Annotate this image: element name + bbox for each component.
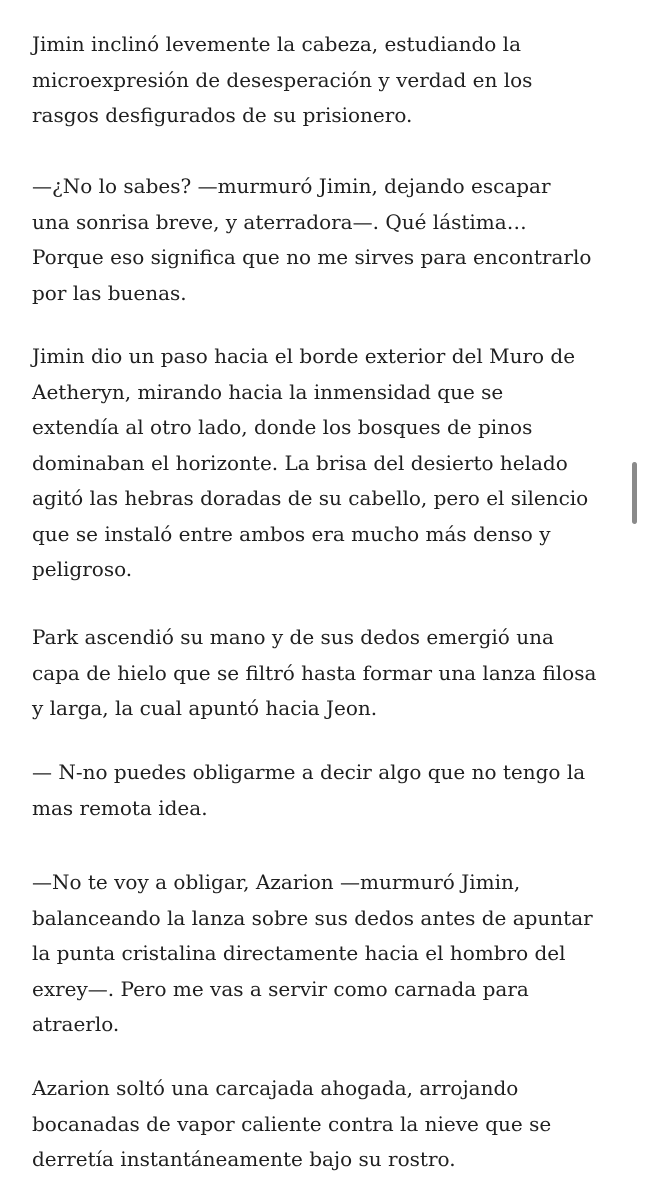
text-line: dominaban el horizonte. La brisa del desierto helado bbox=[32, 450, 568, 475]
text-line: Jimin dio un paso hacia el borde exterior del Muro de bbox=[32, 344, 576, 368]
text-line: atraerlo. bbox=[32, 1012, 120, 1036]
paragraph-1 bbox=[32, 27, 532, 134]
text-line: —¿No lo sabes? —murmuró Jimin, dejando escapar bbox=[32, 174, 551, 198]
text-line: balanceando la lanza sobre sus dedos antes de apuntar bbox=[32, 905, 593, 930]
paragraph-4 bbox=[32, 620, 596, 727]
text-line: que se instaló entre ambos era mucho más denso y bbox=[32, 521, 551, 546]
text-line: Porque eso significa que no me sirves para encontrarlo bbox=[32, 245, 592, 269]
text-line: Jimin inclinó levemente la cabeza, estudiando la bbox=[32, 32, 522, 56]
text-line: agitó las hebras doradas de su cabello, pero el silencio bbox=[32, 486, 589, 510]
text-line: y larga, la cual apuntó hacia Jeon. bbox=[32, 696, 378, 720]
text-line: Aetheryn, mirando hacia la inmensidad que se bbox=[32, 379, 504, 404]
paragraph-6 bbox=[32, 865, 593, 1043]
text-line: capa de hielo que se filtró hasta formar una lanza filosa bbox=[32, 660, 597, 685]
paragraph-2 bbox=[32, 169, 591, 311]
text-line: Park ascendió su mano y de sus dedos emergió una bbox=[32, 625, 554, 649]
text-line: la punta cristalina directamente hacia el hombro del bbox=[32, 941, 566, 965]
paragraph-7 bbox=[32, 1071, 551, 1178]
scrollbar-thumb[interactable] bbox=[632, 462, 637, 524]
text-line: peligroso. bbox=[32, 557, 133, 581]
text-line: —No te voy a obligar, Azarion —murmuró Jimin, bbox=[32, 870, 521, 894]
text-line: por las buenas. bbox=[32, 280, 187, 305]
text-line: exrey—. Pero me vas a servir como carnada para bbox=[32, 976, 529, 1001]
text-line: mas remota idea. bbox=[32, 795, 208, 820]
paragraph-5 bbox=[32, 755, 585, 826]
text-line: bocanadas de vapor caliente contra la nieve que se bbox=[32, 1111, 552, 1136]
text-line: derretía instantáneamente bajo su rostro. bbox=[32, 1147, 456, 1171]
paragraph-3 bbox=[32, 339, 588, 588]
text-line: microexpresión de desesperación y verdad en los bbox=[32, 67, 533, 92]
text-line: extendía al otro lado, donde los bosques de pinos bbox=[32, 415, 533, 439]
text-line: una sonrisa breve, y aterradora—. Qué lástima… bbox=[32, 209, 527, 234]
text-line: rasgos desfigurados de su prisionero. bbox=[32, 103, 413, 127]
text-line: Azarion soltó una carcajada ahogada, arrojando bbox=[32, 1076, 519, 1100]
text-line: — N-no puedes obligarme a decir algo que no tengo la bbox=[32, 760, 586, 784]
